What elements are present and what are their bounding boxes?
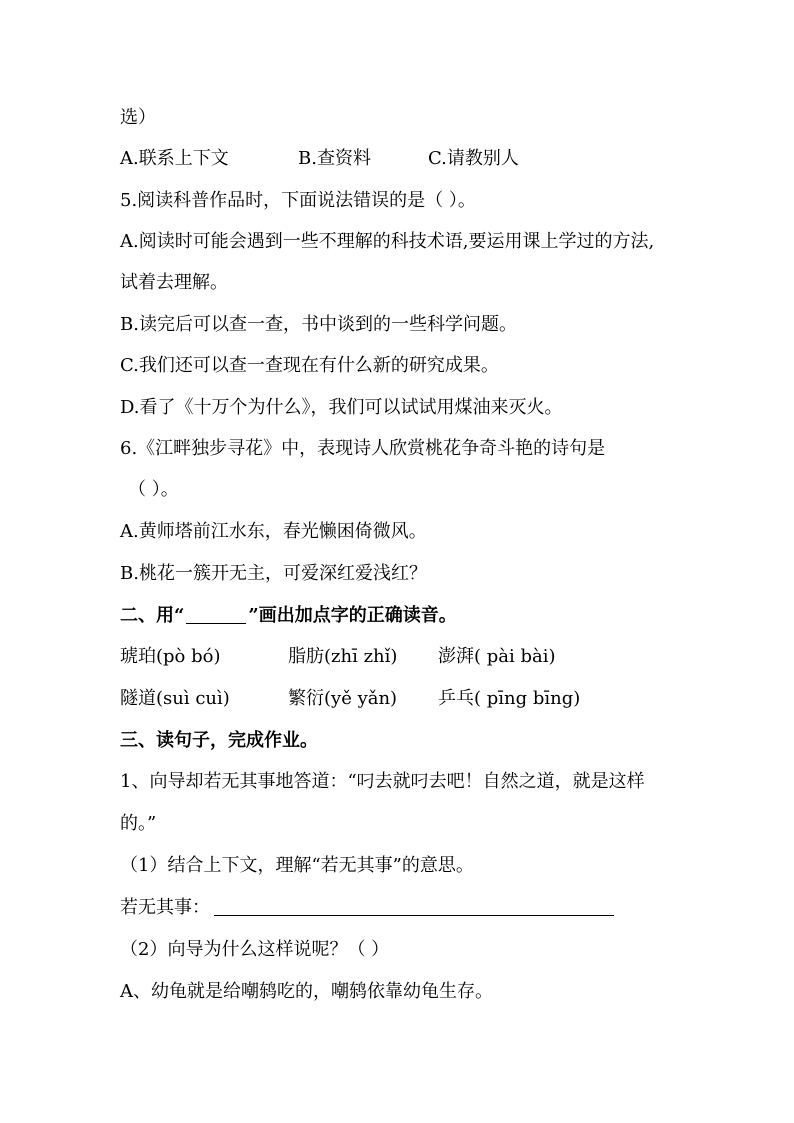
q6-option-b: B.桃花一簇开无主，可爱深红爱浅红？ [120, 563, 427, 584]
q5-option-a-line1: A.阅读时可能会遇到一些不理解的科技术语,要运用课上学过的方法, [120, 231, 655, 252]
section3-heading: 三、读句子，完成作业。 [120, 730, 318, 751]
q4-options [120, 147, 720, 171]
pinyin-item: 澎湃( pài bài) [438, 646, 556, 667]
section3-q1-line2: 的。” [120, 813, 157, 834]
q5-option-d: D.看了《十万个为什么》，我们可以试试用煤油来灭火。 [120, 397, 563, 418]
q6-stem-line1: 6.《江畔独步寻花》中，表现诗人欣赏桃花争奇斗艳的诗句是 [120, 438, 606, 459]
q4-option-a: A.联系上下文 [120, 148, 229, 169]
underline-sample [186, 609, 246, 624]
section2-heading [120, 604, 457, 628]
pinyin-item: 隧道(suì cuì) [120, 688, 230, 709]
pinyin-item: 乒乓( pīng bīng) [438, 688, 581, 709]
section3-sub1: （1）结合上下文，理解“若无其事”的意思。 [120, 855, 474, 876]
q5-stem: 5.阅读科普作品时，下面说法错误的是（ ）。 [120, 190, 476, 211]
pinyin-item: 琥珀(pò bó) [120, 646, 221, 667]
pinyin-item: 脂肪(zhī zhǐ) [288, 646, 398, 667]
q4-option-c: C.请教别人 [428, 148, 519, 169]
q4-option-b: B.查资料 [298, 148, 371, 169]
section3-sub2: （2）向导为什么这样说呢？（ ） [120, 939, 390, 960]
pinyin-item: 繁衍(yě yǎn) [288, 688, 398, 709]
q5-option-b: B.读完后可以查一查，书中谈到的一些科学问题。 [120, 314, 517, 335]
section2-heading-suffix: ”画出加点字的正确读音。 [248, 605, 457, 626]
section3-sub1-answer-label: 若无其事： [120, 897, 210, 918]
q4-stem-tail [120, 106, 156, 130]
section2-row2 [120, 687, 720, 711]
section3-q1-line1: 1、向导却若无其事地答道：“叼去就叼去吧！自然之道，就是这样 [120, 771, 645, 792]
q6-stem-line2: （ ）。 [128, 479, 179, 500]
q5-option-c: C.我们还可以查一查现在有什么新的研究成果。 [120, 355, 499, 376]
q6-option-a: A.黄师塔前江水东，春光懒困倚微风。 [120, 521, 427, 542]
section2-row1 [120, 645, 720, 669]
q4-stem-tail-text: 选） [120, 107, 156, 128]
answer-blank-line[interactable] [214, 915, 614, 916]
section3-sub2-option-a: A、幼龟就是给嘲鸫吃的，嘲鸫依靠幼龟生存。 [120, 981, 493, 1002]
q5-option-a-line2: 试着去理解。 [120, 272, 228, 293]
section2-heading-prefix: 二、用“ [120, 605, 185, 626]
